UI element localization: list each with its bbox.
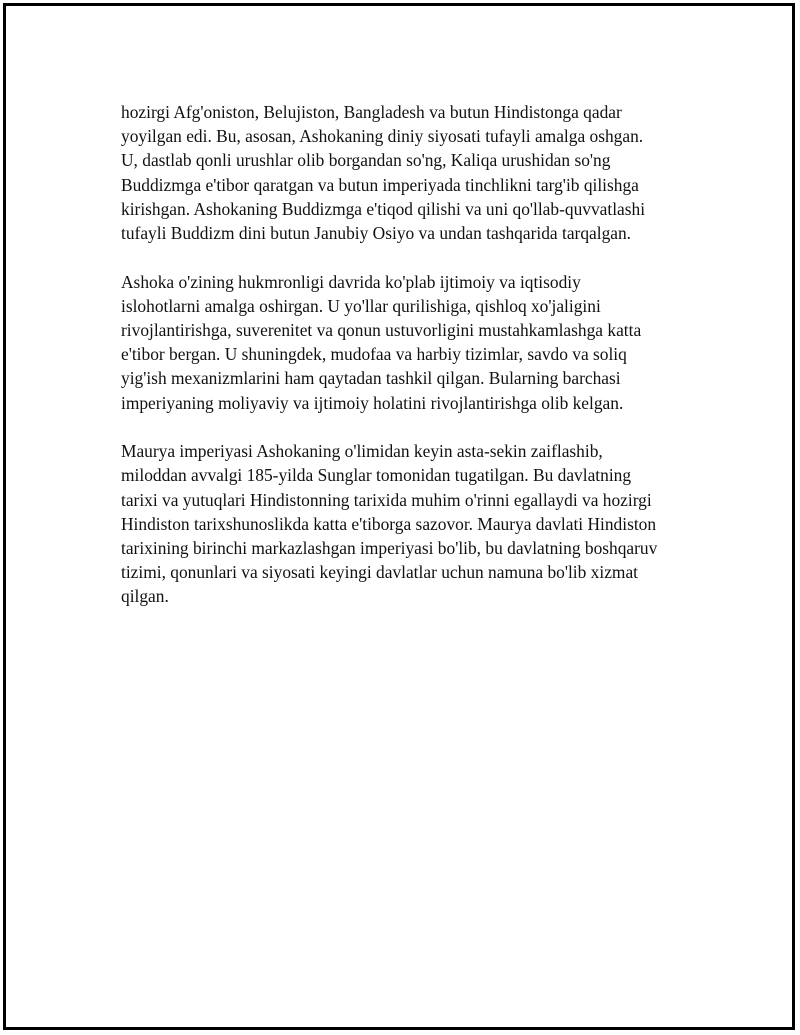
- text-line: tarixining birinchi markazlashgan imperiyasi bo'lib, bu davlatning boshqaruv: [121, 538, 658, 559]
- text-line: tizimi, qonunlari va siyosati keyingi davlatlar uchun namuna bo'lib xizmat: [121, 562, 639, 583]
- text-line: Hindiston tarixshunoslikda katta e'tiborga sazovor. Maurya davlati Hindiston: [121, 513, 657, 534]
- paragraph-1: [121, 100, 701, 245]
- text-line: rivojlantirishga, suverenitet va qonun ustuvorligini mustahkamlashga katta: [121, 320, 642, 341]
- text-line: imperiyaning moliyaviy va ijtimoiy holatini rivojlantirishga olib kelgan.: [121, 392, 624, 413]
- paragraph-3: [121, 439, 701, 608]
- text-line: yoyilgan edi. Bu, asosan, Ashokaning diniy siyosati tufayli amalga oshgan.: [121, 126, 644, 147]
- text-line: e'tibor bergan. U shuningdek, mudofaa va harbiy tizimlar, savdo va soliq: [121, 344, 627, 365]
- text-line: Maurya imperiyasi Ashokaning o'limidan keyin asta-sekin zaiflashib,: [121, 441, 603, 462]
- document-body: [121, 100, 701, 633]
- paragraph-2: [121, 270, 701, 415]
- text-line: kirishgan. Ashokaning Buddizmga e'tiqod qilishi va uni qo'llab-quvvatlashi: [121, 198, 646, 219]
- text-line: qilgan.: [121, 586, 169, 607]
- text-line: Buddizmga e'tibor qaratgan va butun imperiyada tinchlikni targ'ib qilishga: [121, 174, 639, 195]
- text-line: tarixi va yutuqlari Hindistonning tarixida muhim o'rinni egallaydi va hozirgi: [121, 489, 652, 510]
- text-line: Ashoka o'zining hukmronligi davrida ko'plab ijtimoiy va iqtisodiy: [121, 271, 581, 292]
- text-line: U, dastlab qonli urushlar olib borgandan so'ng, Kaliqa urushidan so'ng: [121, 150, 611, 171]
- text-line: hozirgi Afg'oniston, Belujiston, Bangladesh va butun Hindistonga qadar: [121, 102, 622, 122]
- text-line: miloddan avvalgi 185-yilda Sunglar tomonidan tugatilgan. Bu davlatning: [121, 465, 632, 486]
- page-border: [3, 3, 795, 1030]
- text-line: tufayli Buddizm dini butun Janubiy Osiyo va undan tashqarida tarqalgan.: [121, 223, 632, 244]
- text-line: yig'ish mexanizmlarini ham qaytadan tashkil qilgan. Bularning barchasi: [121, 368, 621, 389]
- text-line: islohotlarni amalga oshirgan. U yo'llar qurilishiga, qishloq xo'jaligini: [121, 295, 601, 316]
